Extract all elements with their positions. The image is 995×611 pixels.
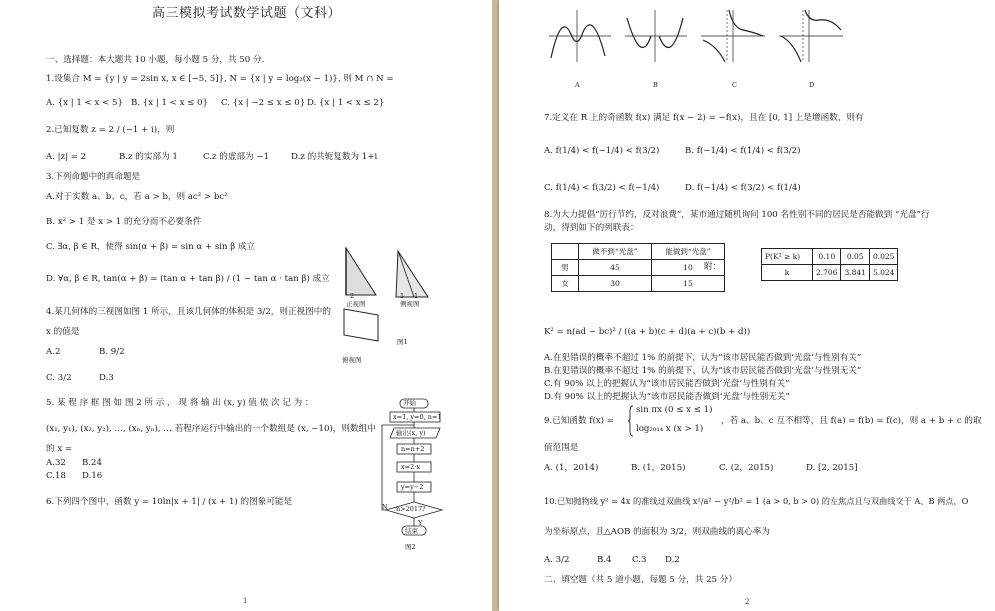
q1-option-c: C. {x | −2 ≤ x ≤ 0} [221,98,306,108]
question-9-stem: 9.已知函数 f(x) = [544,416,614,426]
table-row [762,265,898,281]
graph-label-a: A [575,81,580,89]
q5-option-d: D.16 [82,471,103,481]
attachment-label: 附： [704,262,722,272]
q9-option-d: D. [2, 2015] [806,463,858,473]
q7-option-c: C. f(1/4) < f(3/2) < f(−1/4) [544,183,660,193]
section-2-heading: 二、填空题（共 5 道小题，每题 5 分，共 25 分） [544,575,737,585]
table-row [552,260,725,276]
q7-option-a: A. f(1/4) < f(−1/4) < f(3/2) [544,146,660,156]
flow-branch-no: N [382,503,388,511]
side-view-dimension-2: 1 [414,292,419,300]
table-cell: 0.025 [869,249,897,265]
question-10-stem: 10.已知抛物线 y² = 4x 的准线过双曲线 x²/a² − y²/b² = 1 (a > 0, b > 0) 的左焦点且与双曲线交于 A、B 两点，O [544,496,969,506]
question-3-stem: 3.下列命题中的真命题是 [46,172,141,182]
q4-option-c: C. 3/2 [46,373,72,383]
graph-b [625,10,687,62]
question-2-stem: 2.已知复数 z = 2 / (−1 + i)，则 [46,125,175,135]
question-9-stem-end: 值范围是 [544,443,579,453]
q4-option-b: B. 9/2 [99,347,125,357]
flow-step-x: x=2·x [401,463,420,471]
q9-option-a: A. (1，2014) [544,463,599,473]
question-7-stem: 7.定义在 R 上的奇函数 f(x) 满足 f(x − 2) = −f(x)，且在 [0, 1] 上是增函数，则有 [544,113,864,123]
q2-option-b: B.z 的实部为 1 [119,152,178,162]
q2-option-c: C.z 的虚部为 −1 [203,152,270,162]
table-cell: 30 [579,276,652,292]
flow-start: 开始 [403,399,416,407]
page-gutter [492,0,499,611]
q7-option-b: B. f(−1/4) < f(1/4) < f(3/2) [685,146,801,156]
brace-glyph [628,405,634,437]
section-1-heading: 一、选择题：本大题共 10 小题，每小题 5 分，共 50 分. [46,55,265,65]
question-8-stem-cont: 动，得到如下的列联表： [544,223,639,233]
page-number: 1 [243,597,248,605]
table-cell: 2.706 [813,265,841,281]
q3-option-d: D. ∀α, β ∈ R, tan(α + β) = (tan α + tan β) / (1 − tan α · tan β) 成立 [46,274,330,284]
chi-square-formula: K² = n(ad − bc)² / ((a + b)(c + d)(a + c)(b + d)) [544,327,751,337]
q1-option-b: B. {x | 1 < x ≤ 0} [131,98,209,108]
question-8-stem: 8.为大力提倡“厉行节约，反对浪费”，某市通过随机询问 100 名性别不同的居民是否能做到 “光盘”行 [544,210,930,220]
page-number: 2 [745,598,750,606]
graph-label-d: D [809,81,815,89]
q8-option-d: D.有 90% 以上的把握认为“该市居民能否做到‘光盘’与性别无关” [544,392,790,402]
q8-option-a: A.在犯错误的概率不超过 1% 的前提下，认为“该市居民能否做到‘光盘’与性别有关” [544,353,862,363]
figure-2-caption: 图2 [405,543,416,551]
figure-1-caption: 图1 [397,338,408,346]
q2-option-d: D.z 的共轭复数为 1+i [291,152,378,162]
table-cell: 10 [652,260,725,276]
side-view-dimension-1: 1 [400,292,405,300]
table-cell: 男 [552,260,579,276]
front-view-label: 正视图 [346,300,366,308]
q3-option-b: B. x² > 1 是 x > 1 的充分而不必要条件 [46,217,202,227]
q8-option-b: B.在犯错误的概率不超过 1% 的前提下，认为“该市居民能否做到‘光盘’与性别无关” [544,366,862,376]
q8-option-c: C.有 90% 以上的把握认为“该市居民能否做到‘光盘’与性别有关” [544,379,790,389]
table-cell: P(K² ≥ k) [762,249,813,265]
q10-option-a: A. 3/2 [544,555,570,565]
flow-init: x=1, y=0, n=1 [393,413,442,421]
graph-d [779,10,843,62]
q5-option-c: C.18 [46,471,66,481]
question-5-stem: 5. 某 程 序 框 图 如 图 2 所 示 ， 现 将 输 出 (x, y) 值 依 次 记 为 ： [46,398,314,408]
question-4-stem-cont: x 的值是 [46,327,80,337]
critical-value-table [761,248,898,281]
q2-option-a: A. |z| = 2 [46,152,87,162]
flow-step-n: n=n+2 [401,445,425,453]
q1-option-a: A. {x | 1 < x < 5} [46,98,123,108]
flow-end: 结束 [405,527,418,535]
flow-output: 输出(x, y) [396,429,426,437]
table-cell: 3.841 [841,265,869,281]
table-header-cell [552,244,579,260]
q3-option-c: C. ∃α, β ∈ R，使得 sin(α + β) = sin α + sin β 成立 [46,242,256,252]
question-6-stem: 6.下列四个图中，函数 y = 10ln|x + 1| / (x + 1) 的图象可能是 [46,497,293,507]
exam-page-2 [499,0,995,611]
top-view-label: 俯视图 [342,356,362,364]
q10-option-b: B.4 [597,555,612,565]
flow-step-y: y=y−2 [401,483,424,491]
table-cell: 5.024 [869,265,897,281]
q10-option-c: C.3 [632,555,647,565]
side-view-label: 侧视图 [400,300,420,308]
flow-branch-yes: Y [418,519,423,527]
q1-option-d: D. {x | 1 < x ≤ 2} [307,98,385,108]
q10-option-d: D.2 [665,555,680,565]
table-cell: 15 [652,276,725,292]
contingency-table [551,243,725,292]
graph-a [549,10,611,62]
table-cell: 女 [552,276,579,292]
exam-page-1 [0,0,492,611]
graph-label-b: B [653,81,658,89]
table-row [552,276,725,292]
table-header-cell: 做不到“光盘” [579,244,652,260]
table-cell: k [762,265,813,281]
q5-option-b: B.24 [82,458,102,468]
q9-option-c: C. (2，2015) [719,463,774,473]
table-row [762,249,898,265]
q9-case-1: sin πx (0 ≤ x ≤ 1) [636,405,713,415]
question-4-stem: 4.某几何体的三视图如图 1 所示，且该几何体的体积是 3/2，则正视图中的 [46,307,331,317]
q6-graph-options [547,6,847,68]
table-header-cell: 能做到“光盘” [652,244,725,260]
table-cell: 0.10 [813,249,841,265]
graph-label-c: C [732,81,737,89]
q3-option-a: A.对于实数 a、b、c，若 a > b，则 ac² > bc² [46,192,228,202]
q9-option-b: B. (1，2015) [631,463,686,473]
graph-c [701,10,765,62]
q7-option-d: D. f(−1/4) < f(3/2) < f(1/4) [685,183,801,193]
table-cell: 0.05 [841,249,869,265]
piecewise-brace [628,405,634,437]
table-cell: 45 [579,260,652,276]
q6-graphs [547,6,847,68]
flow-condition: n>2017? [396,505,426,513]
question-10-stem-cont: 为坐标原点，且△AOB 的面积为 3/2，则双曲线的离心率为 [544,527,770,537]
q4-option-d: D.3 [99,373,114,383]
q9-case-2: log₂₀₁₄ x (x > 1) [636,424,704,434]
q4-option-a: A.2 [46,347,61,357]
question-5-stem-end: 的 x = [46,444,73,454]
page-title: 高三模拟考试数学试题（文科） [152,6,342,21]
question-9-stem-cont: ，若 a、b、c 互不相等，且 f(a) = f(b) = f(c)，则 a + b + c 的取 [721,416,982,426]
front-view-dimension: 2 [350,292,355,300]
q5-option-a: A.32 [46,458,66,468]
question-5-stem-cont: (x₁, y₁), (x₂, y₂), …, (xₙ, yₙ), … 若程序运行中输出的一个数组是 (x, −10)，则数组中 [46,424,376,434]
question-1-stem: 1.设集合 M = {y | y = 2sin x, x ∈ [−5, 5]}, N = {x | y = log₂(x − 1)}, 则 M ∩ N = [46,74,394,84]
table-header-row [552,244,725,260]
